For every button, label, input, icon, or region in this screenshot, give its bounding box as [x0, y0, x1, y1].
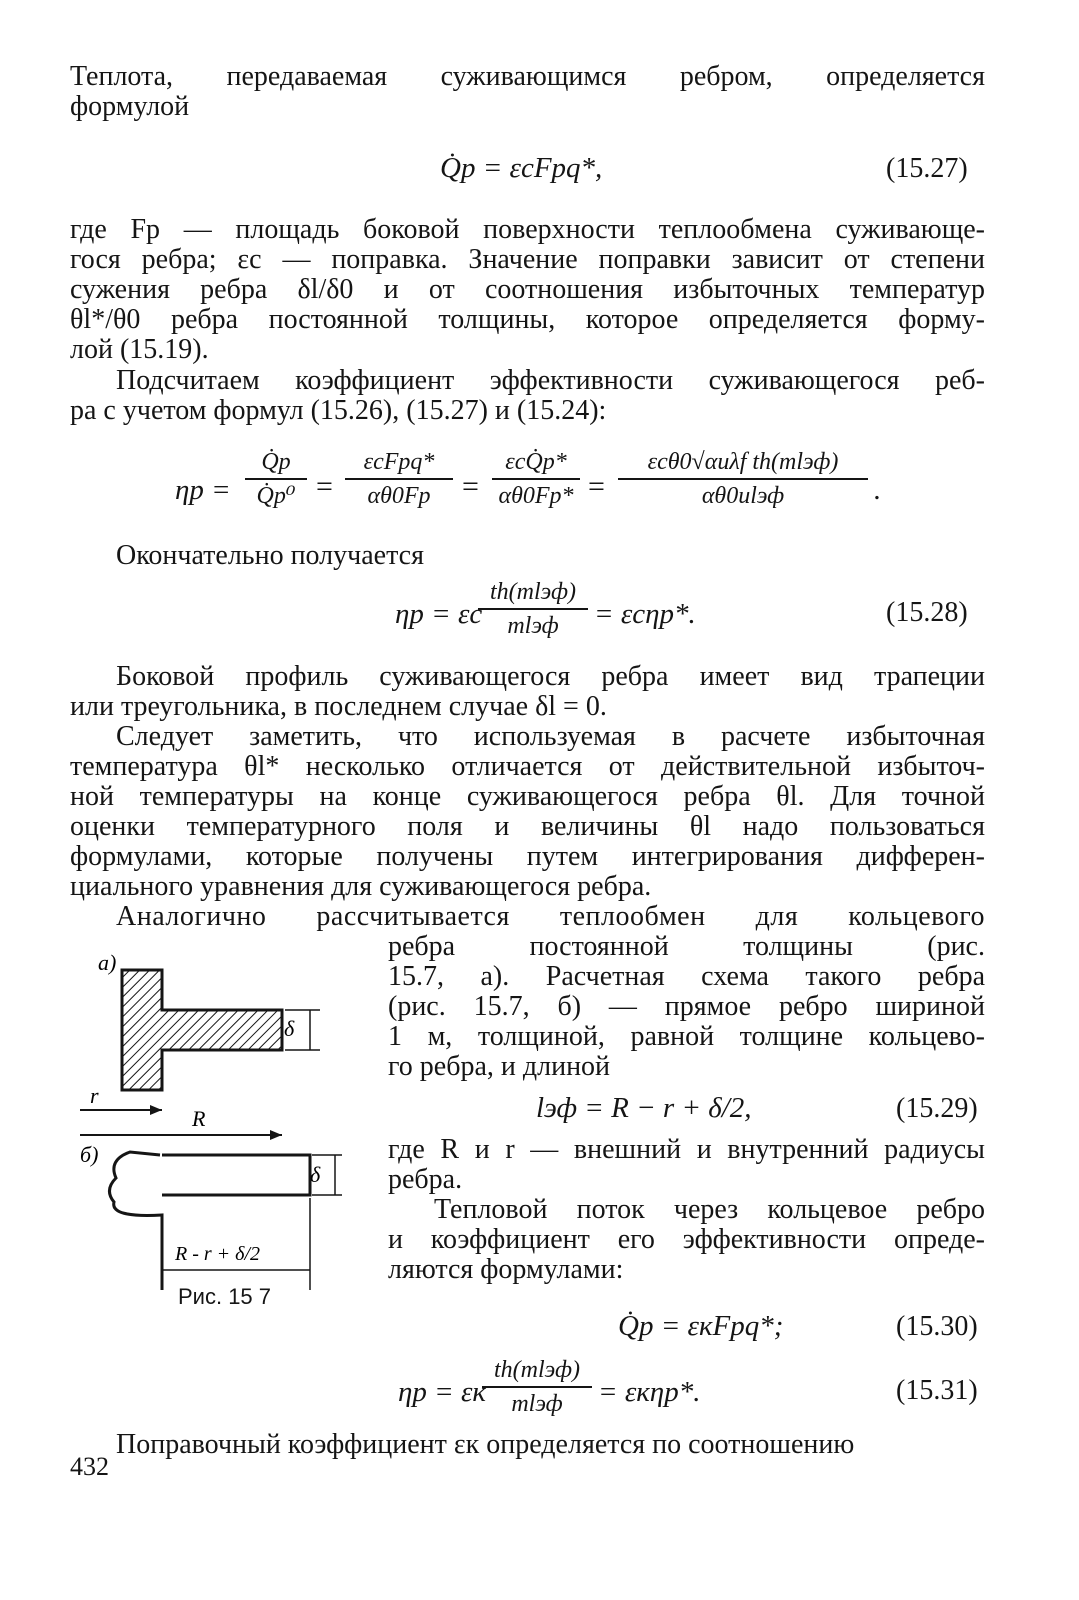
- text-line: оценки температурного поля и величины θl надо пользоваться: [70, 811, 985, 842]
- text-line: где R и r — внешний и внутренний радиусы: [388, 1134, 985, 1165]
- equals-sign: =: [316, 470, 333, 503]
- text-line: ребра постоянной толщины (рис.: [388, 931, 985, 962]
- R-label: R: [192, 1106, 206, 1131]
- text-line: лой (15.19).: [70, 334, 209, 365]
- text-line: формулой: [70, 91, 190, 122]
- arrow-head: [270, 1130, 282, 1140]
- text-line: Тепловой поток через кольцевое ребро: [434, 1194, 985, 1225]
- text-line: (рис. 15.7, б) — прямое ребро шириной: [388, 991, 985, 1022]
- equation-15-28-lhs: ηр = εс: [395, 598, 483, 630]
- arrow-head: [150, 1105, 162, 1115]
- text-line: Окончательно получается: [116, 540, 424, 571]
- text-line: θl*/θ0 ребра постоянной толщины, которое определяется форму-: [70, 304, 985, 335]
- text-line: циального уравнения для суживающегося ребра.: [70, 871, 652, 902]
- label-a: а): [98, 950, 117, 975]
- equation-number: (15.31): [896, 1375, 978, 1406]
- text-line: ляются формулами:: [388, 1254, 624, 1285]
- equation-number: (15.30): [896, 1311, 978, 1342]
- fraction: Q̇р Q̇р⁰: [245, 448, 307, 510]
- fraction: εсFрq* αθ0Fр: [345, 448, 453, 510]
- equation-number: (15.27): [886, 153, 968, 184]
- text-line: Теплота, передаваемая суживающимся ребром, определяется: [70, 61, 985, 92]
- fraction: εсQ̇р* αθ0Fр*: [492, 448, 580, 510]
- text-line: Аналогично рассчитывается теплообмен для кольцевого: [116, 901, 985, 932]
- text-line: ной температуры на конце суживающегося ребра θl. Для точной: [70, 781, 985, 812]
- equation-number: (15.29): [896, 1093, 978, 1124]
- fin-figure: [80, 940, 380, 1300]
- equals-sign: =: [588, 470, 605, 503]
- eta-lhs: ηр =: [175, 474, 231, 506]
- fin-section: [122, 970, 282, 1090]
- equals-sign: =: [462, 470, 479, 503]
- equation-15-30: Q̇р = εкFрq*;: [618, 1310, 784, 1342]
- text-line: Боковой профиль суживающегося ребра имеет вид трапеции: [116, 661, 985, 692]
- r-label: r: [90, 1083, 99, 1108]
- text-line: формулами, которые получены путем интегрирования дифферен-: [70, 841, 985, 872]
- text-line: ребра.: [388, 1164, 463, 1195]
- equation-15-27: Q̇р = εсFрq*,: [440, 152, 603, 184]
- text-line: го ребра, и длиной: [388, 1051, 611, 1082]
- text-line: температура θl* несколько отличается от действительной избыточ-: [70, 751, 985, 782]
- label-b: б): [80, 1142, 99, 1167]
- punctuation: .: [874, 474, 882, 506]
- equation-15-31-lhs: ηр = εк: [398, 1376, 486, 1408]
- text-line: или треугольника, в последнем случае δl = 0.: [70, 691, 607, 722]
- text-line: ра с учетом формул (15.26), (15.27) и (15.24):: [70, 395, 607, 426]
- delta-label: δ: [310, 1162, 321, 1187]
- text-line: Подсчитаем коэффициент эффективности суживающегося реб-: [116, 365, 985, 396]
- fraction: th(mlэф) mlэф: [482, 1356, 592, 1418]
- text-line: Следует заметить, что используемая в расчете избыточная: [116, 721, 985, 752]
- equation-15-28-rhs: = εсηр*.: [594, 598, 696, 630]
- text-line: гося ребра; εс — поправка. Значение поправки зависит от степени: [70, 244, 985, 275]
- page-number: 432: [70, 1452, 109, 1481]
- equation-15-29: lэф = R − r + δ/2,: [536, 1092, 752, 1124]
- text-line: сужения ребра δl/δ0 и от соотношения избыточных температур: [70, 274, 985, 305]
- text-line: где Fр — площадь боковой поверхности теплообмена суживающе-: [70, 214, 985, 245]
- equation-15-31-rhs: = εкηр*.: [598, 1376, 701, 1408]
- text-line: и коэффициент его эффективности опреде-: [388, 1224, 985, 1255]
- text-line: 15.7, а). Расчетная схема такого ребра: [388, 961, 985, 992]
- delta-label: δ: [284, 1016, 295, 1041]
- fraction: th(mlэф) mlэф: [478, 578, 588, 640]
- length-label: R - r + δ/2: [175, 1243, 261, 1265]
- fraction: εсθ0√αuλf th(mlэф) αθ0ulэф: [618, 448, 868, 510]
- figure-caption: Рис. 15 7: [178, 1284, 272, 1309]
- equation-number: (15.28): [886, 597, 968, 628]
- text-line: 1 м, толщиной, равной толщине кольцево-: [388, 1021, 985, 1052]
- text-line: Поправочный коэффициент εк определяется по соотношению: [116, 1429, 855, 1460]
